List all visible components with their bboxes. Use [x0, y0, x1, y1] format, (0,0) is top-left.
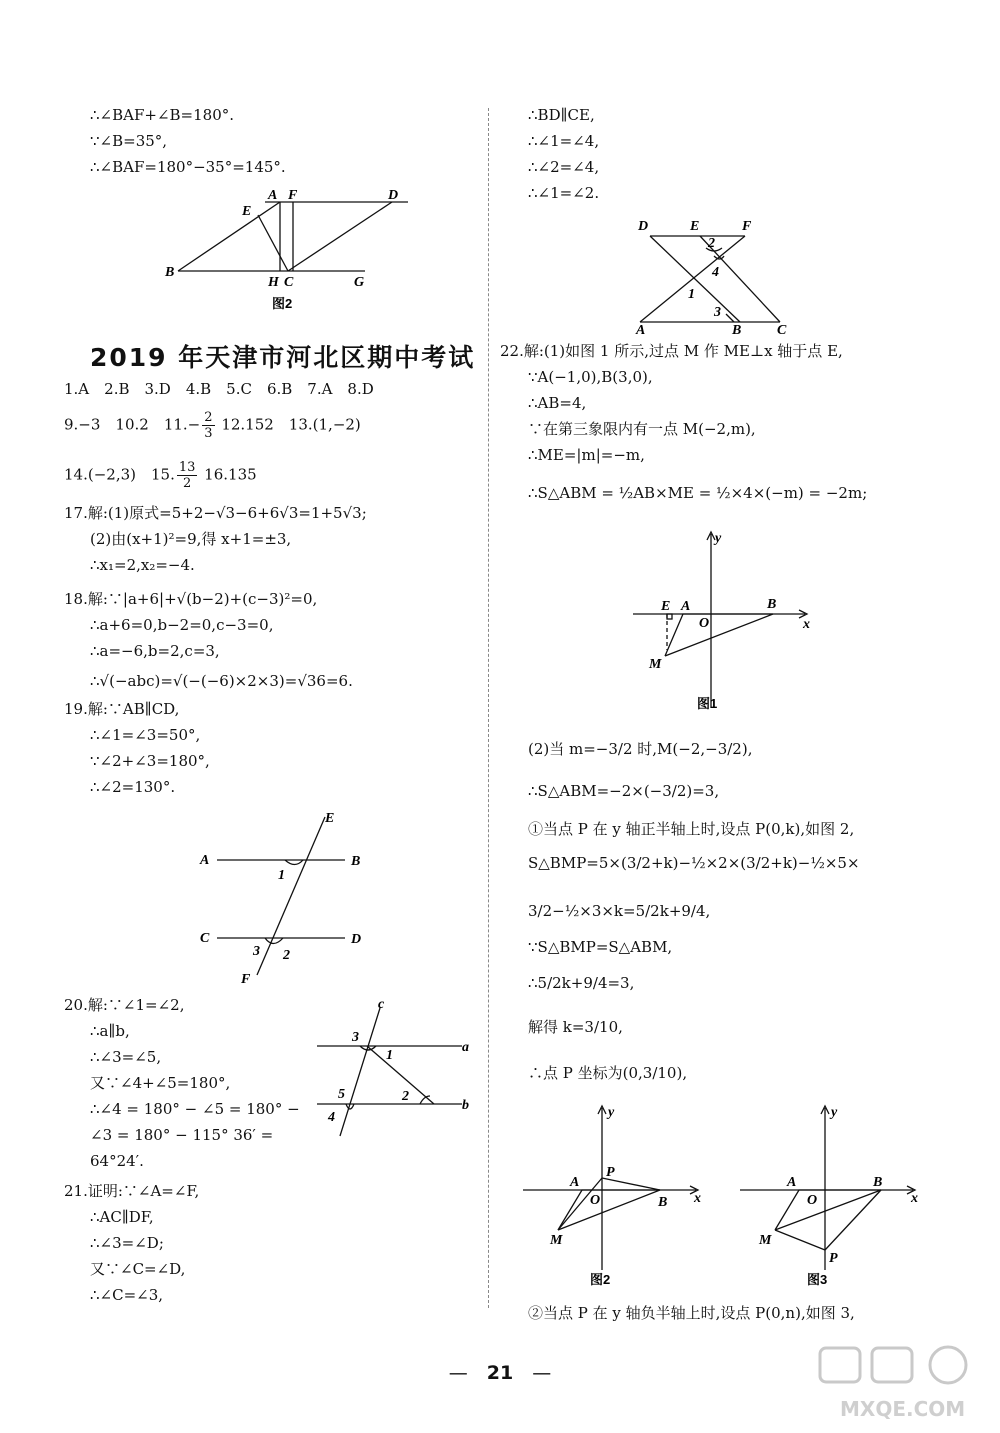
part2-line-6: ∵S△BMP=S△ABM,: [528, 938, 673, 956]
label-B: B: [165, 265, 175, 280]
q19-line-3: ∵∠2+∠3=180°,: [90, 752, 210, 770]
label-C: C: [200, 931, 210, 946]
q22-line-6: ∴S△ABM = ½AB×ME = ½×4×(−m) = −2m;: [528, 484, 868, 502]
q17-line-2: (2)由(x+1)²=9,得 x+1=±3,: [90, 530, 292, 548]
q18-line-1: 18.解:∵|a+6|+√(b−2)+(c−3)²=0,: [64, 590, 318, 608]
q22-line-4: ∵在第三象限内有一点 M(−2,m),: [528, 420, 756, 438]
q22-line-2: ∵A(−1,0),B(3,0),: [528, 368, 653, 386]
label-O: O: [590, 1193, 601, 1208]
q22-line-5: ∴ME=|m|=−m,: [528, 446, 645, 464]
label-2: 2: [402, 1089, 409, 1104]
figure-2-top-left: [160, 185, 420, 315]
right-line-3: ∴∠2=∠4,: [528, 158, 600, 176]
label-E: E: [325, 811, 335, 826]
section-title: 2019 年天津市河北区期中考试: [90, 343, 476, 372]
answers-row-3a: 14.(−2,3) 15.: [64, 465, 175, 484]
page-dash-right: —: [513, 1362, 552, 1384]
q18-line-3: ∴a=−6,b=2,c=3,: [90, 642, 220, 660]
last-line: ②当点 P 在 y 轴负半轴上时,设点 P(0,n),如图 3,: [528, 1304, 855, 1322]
label-A: A: [268, 188, 278, 203]
label-P: P: [606, 1165, 615, 1180]
q20-line-1: 20.解:∵∠1=∠2,: [64, 996, 185, 1014]
page-number-value: 21: [486, 1362, 514, 1384]
q20-line-6: ∠3 = 180° − 115° 36′ =: [90, 1126, 274, 1144]
part2-line-5: 3/2−½×3×k=5/2k+9/4,: [528, 902, 711, 920]
part2-line-1: (2)当 m=−3/2 时,M(−2,−3/2),: [528, 740, 753, 758]
part2-line-4: S△BMP=5×(3/2+k)−½×2×(3/2+k)−½×5×: [528, 854, 860, 872]
answers-row-3b: 16.135: [204, 465, 257, 484]
part2-line-7: ∴5/2k+9/4=3,: [528, 974, 635, 992]
label-x: x: [694, 1191, 701, 1206]
label-B: B: [873, 1175, 883, 1190]
label-A: A: [200, 853, 210, 868]
figure-caption: 图2: [590, 1272, 611, 1287]
fraction: $\frac{2}{3}$: [204, 410, 213, 441]
label-5: 5: [338, 1087, 345, 1102]
label-b: b: [462, 1098, 469, 1113]
label-B: B: [732, 323, 742, 336]
label-3: 3: [253, 944, 260, 959]
label-C: C: [777, 323, 787, 336]
figure-q19: [195, 805, 375, 990]
part2-line-8: 解得 k=3/10,: [528, 1018, 623, 1036]
part2-line-3: ①当点 P 在 y 轴正半轴上时,设点 P(0,k),如图 2,: [528, 820, 855, 838]
label-A: A: [787, 1175, 797, 1190]
answers-row-1: 1.A 2.B 3.D 4.B 5.C 6.B 7.A 8.D: [64, 380, 374, 398]
label-F: F: [742, 219, 752, 234]
column-divider: [488, 108, 489, 1308]
right-line-2: ∴∠1=∠4,: [528, 132, 600, 150]
figure-1-coordinate: [625, 528, 825, 718]
answers-row-2b: 12.152 13.(1,−2): [221, 415, 361, 434]
watermark-logo: [800, 1340, 990, 1428]
figure-caption: 图1: [697, 696, 718, 711]
q22-line-1: 22.解:(1)如图 1 所示,过点 M 作 ME⊥x 轴于点 E,: [500, 342, 843, 360]
q21-line-1: 21.证明:∵∠A=∠F,: [64, 1182, 200, 1200]
figure-2-coordinate: [518, 1102, 718, 1292]
q19-line-1: 19.解:∵AB∥CD,: [64, 700, 180, 718]
label-3: 3: [352, 1030, 359, 1045]
left-line-2: ∵∠B=35°,: [90, 132, 168, 150]
q19-line-2: ∴∠1=∠3=50°,: [90, 726, 201, 744]
label-E: E: [690, 219, 700, 234]
label-a: a: [462, 1040, 469, 1055]
label-y: y: [831, 1105, 838, 1120]
label-F: F: [288, 188, 298, 203]
q21-line-2: ∴AC∥DF,: [90, 1208, 154, 1226]
label-1: 1: [278, 868, 285, 883]
label-c: c: [378, 997, 385, 1012]
label-E: E: [242, 204, 252, 219]
label-C: C: [284, 275, 294, 290]
label-4: 4: [328, 1110, 335, 1125]
label-4: 4: [712, 265, 719, 280]
label-A: A: [681, 599, 691, 614]
figure-caption: 图3: [807, 1272, 828, 1287]
answers-row-3: [64, 460, 257, 491]
q20-line-2: ∴a∥b,: [90, 1022, 130, 1040]
label-y: y: [608, 1105, 615, 1120]
figure-q21: [630, 214, 800, 336]
figure-q20: [312, 996, 482, 1141]
q19-line-4: ∴∠2=130°.: [90, 778, 176, 796]
label-B: B: [767, 597, 777, 612]
q20-line-3: ∴∠3=∠5,: [90, 1048, 162, 1066]
q20-line-4: 又∵∠4+∠5=180°,: [90, 1074, 231, 1092]
q20-line-5: ∴∠4 = 180° − ∠5 = 180° −: [90, 1100, 300, 1118]
label-2: 2: [708, 236, 715, 251]
label-M: M: [759, 1233, 772, 1248]
label-D: D: [351, 932, 362, 947]
label-B: B: [351, 854, 361, 869]
label-1: 1: [386, 1048, 393, 1063]
answers-row-2a: 9.−3 10.2 11.−: [64, 415, 201, 434]
page-dash-left: —: [448, 1362, 487, 1384]
label-2: 2: [283, 948, 290, 963]
label-E: E: [661, 599, 671, 614]
label-M: M: [550, 1233, 563, 1248]
q17-line-3: ∴x₁=2,x₂=−4.: [90, 556, 195, 574]
fraction: $\frac{13}{2}$: [178, 460, 196, 491]
label-D: D: [388, 188, 399, 203]
part2-line-9: ∴点 P 坐标为(0,3/10),: [528, 1064, 688, 1082]
label-H: H: [268, 275, 279, 290]
label-D: D: [638, 219, 649, 234]
label-F: F: [241, 972, 251, 987]
right-line-4: ∴∠1=∠2.: [528, 184, 600, 202]
left-line-3: ∴∠BAF=180°−35°=145°.: [90, 158, 286, 176]
q21-line-5: ∴∠C=∠3,: [90, 1286, 164, 1304]
label-1: 1: [688, 287, 695, 302]
label-M: M: [649, 657, 662, 672]
q18-line-2: ∴a+6=0,b−2=0,c−3=0,: [90, 616, 274, 634]
q21-line-3: ∴∠3=∠D;: [90, 1234, 164, 1252]
label-A: A: [636, 323, 646, 336]
q17-line-1: 17.解:(1)原式=5+2−√3−6+6√3=1+5√3;: [64, 504, 367, 522]
label-P: P: [829, 1251, 838, 1266]
watermark-text: MXQE.COM: [840, 1397, 966, 1421]
part2-line-2: ∴S△ABM=−2×(−3/2)=3,: [528, 782, 720, 800]
q20-line-7: 64°24′.: [90, 1152, 144, 1170]
label-y: y: [715, 531, 722, 546]
label-x: x: [803, 617, 810, 632]
answers-row-2: [64, 410, 361, 441]
label-G: G: [354, 275, 365, 290]
left-line-1: ∴∠BAF+∠B=180°.: [90, 106, 235, 124]
q22-line-3: ∴AB=4,: [528, 394, 587, 412]
label-3: 3: [714, 305, 721, 320]
label-O: O: [807, 1193, 818, 1208]
right-line-1: ∴BD∥CE,: [528, 106, 595, 124]
label-O: O: [699, 616, 710, 631]
label-B: B: [658, 1195, 668, 1210]
q18-line-4: ∴√(−abc)=√(−(−6)×2×3)=√36=6.: [90, 672, 353, 690]
label-A: A: [570, 1175, 580, 1190]
figure-caption: 图2: [272, 296, 293, 311]
q21-line-4: 又∵∠C=∠D,: [90, 1260, 186, 1278]
label-x: x: [911, 1191, 918, 1206]
figure-3-coordinate: [735, 1102, 935, 1292]
